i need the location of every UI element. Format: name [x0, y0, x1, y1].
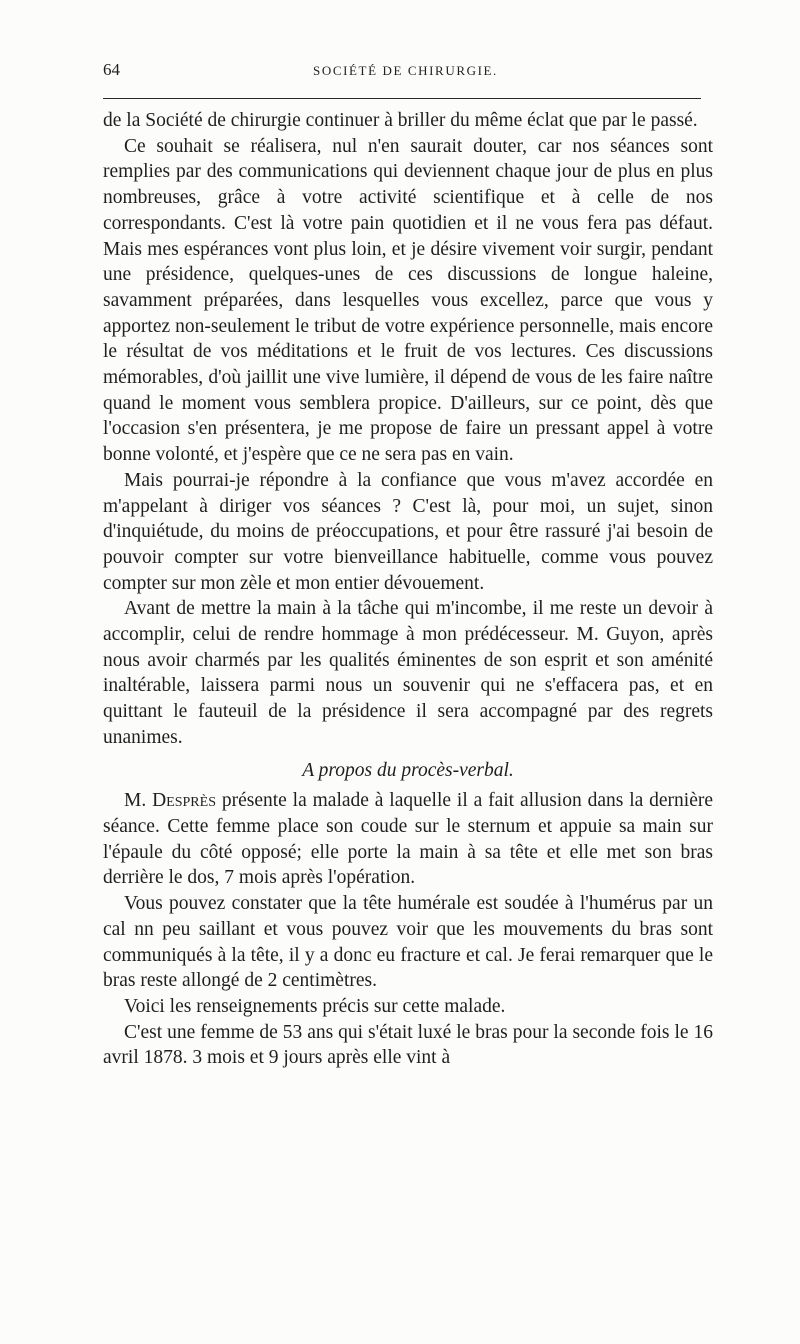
running-title: SOCIÉTÉ DE CHIRURGIE. — [313, 63, 498, 78]
section-heading: A propos du procès-verbal. — [302, 759, 514, 781]
paragraph-text: présente la malade à laquelle il a fait allusion dans la dernière séance. Cette femme place son coude sur le sternum et appuie sa main sur l'épaule du côté opposé; elle porte la main à sa tête et elle met son bras derrière le dos, 7 mois après l'opération. — [103, 790, 714, 889]
paragraph: C'est une femme de 53 ans qui s'était luxé le bras pour la seconde fois le 16 avril 1878. 3 mois et 9 jours après elle vint à — [103, 1021, 713, 1069]
paragraph: Avant de mettre la main à la tâche qui m'incombe, il me reste un devoir à accomplir, celui de rendre hommage à mon prédécesseur. M. Guyon, après nous avoir charmés par les qualités éminentes de son esprit et son aménité inaltérable, laissera parmi nous un souvenir qui ne s'effacera pas, et en quittant le fauteuil de la présidence il sera accompagné par des regrets unanimes. — [103, 598, 713, 748]
page-number: 64 — [103, 60, 120, 79]
speaker-name: Desprès — [152, 790, 216, 812]
paragraph: Ce souhait se réalisera, nul n'en saurait douter, car nos séances sont remplies par des communications qui deviennent chaque jour de plus en plus nombreuses, grâce à votre activité scientifique et à celle de nos correspondants. C'est là votre pain quotidien et il ne vous fera pas défaut. Mais mes espérances vont plus loin, et je désire vivement voir surgir, pendant une présidence, quelques-unes de ces discussions de longue haleine, savamment préparées, dans lesquelles vous excellez, parce que vous y apportez non-seulement le tribut de votre expérience personnelle, mais encore le résultat de vos méditations et le fruit de vos lectures. Ces discussions mémorables, d'où jaillit une vive lumière, il dépend de vous de les faire naître quand le moment vous semblera propice. D'ailleurs, sur ce point, dès que l'occasion s'en présentera, je me propose de faire un pressant appel à votre bonne volonté, et j'espère que ce ne sera pas en vain. — [103, 135, 713, 466]
paragraph: Mais pourrai-je répondre à la confiance que vous m'avez accordée en m'appelant à diriger vos séances ? C'est là, pour moi, un sujet, sinon d'inquiétude, du moins de préoccupations, et pour être rassuré j'ai besoin de pouvoir compter sur votre bienveillance habituelle, comme vous pouvez compter sur mon zèle et mon entier dévouement. — [103, 469, 713, 594]
paragraph: de la Société de chirurgie continuer à briller du même éclat que par le passé. — [103, 110, 698, 131]
header-rule — [103, 98, 701, 99]
paragraph: Voici les renseignements précis sur cette malade. — [124, 995, 506, 1017]
paragraph — [103, 788, 713, 891]
body-text — [103, 108, 713, 1071]
paragraph-prefix: M. — [124, 790, 153, 812]
paragraph: Vous pouvez constater que la tête humérale est soudée à l'humérus par un cal nn peu saillant et vous pouvez voir que les mouvements du bras sont communiqués à la tête, il y a donc eu fracture et cal. Je ferai remarquer que le bras reste allongé de 2 centimètres. — [103, 893, 713, 992]
running-head — [103, 60, 703, 90]
